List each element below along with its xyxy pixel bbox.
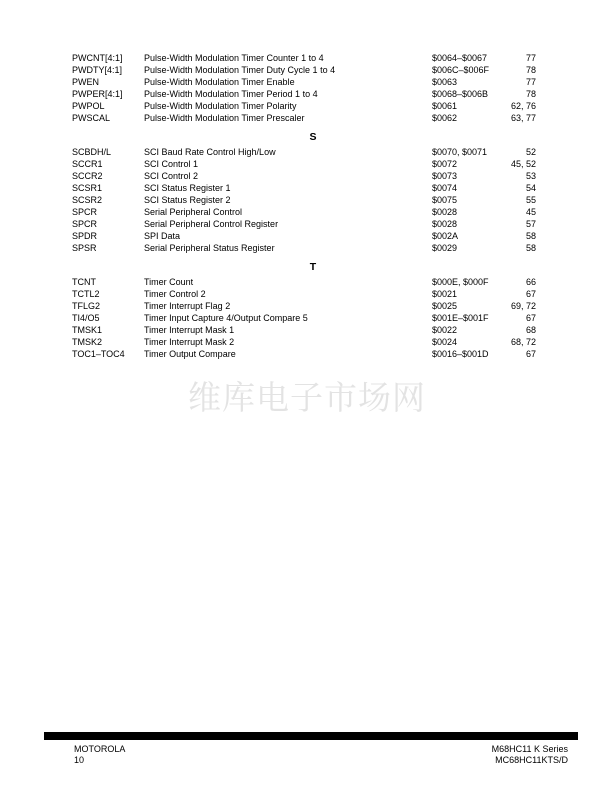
register-page: 54 [525,183,536,193]
register-name: PWPOL [72,101,105,111]
register-description: SCI Baud Rate Control High/Low [144,147,276,157]
register-name: SCCR1 [72,159,103,169]
register-row [72,170,542,182]
register-address: $0075 [432,195,458,205]
register-page: 67 [525,313,536,323]
register-row [72,158,542,170]
register-row [72,300,542,312]
register-name: SCSR1 [72,183,103,193]
register-name: SPDR [72,231,98,241]
register-row [72,230,542,242]
register-name: PWDTY[4:1] [72,65,123,75]
register-page: 78 [525,65,536,75]
register-name: TMSK1 [72,325,103,335]
register-section [72,124,542,254]
register-row [72,348,542,360]
register-row [72,218,542,230]
register-address: $0070, $0071 [432,147,488,157]
register-page: 77 [525,77,536,87]
register-row [72,312,542,324]
register-address: $0024 [432,337,458,347]
register-name: SCSR2 [72,195,103,205]
register-page: 52 [525,147,536,157]
register-name: TFLG2 [72,301,101,311]
register-name: TCNT [72,277,96,287]
register-description: Timer Input Capture 4/Output Compare 5 [144,313,308,323]
register-address: $0064–$0067 [432,53,488,63]
register-address: $0021 [432,289,458,299]
footer-left [74,744,125,766]
register-page: 63, 77 [510,113,536,123]
register-address: $0074 [432,183,458,193]
register-name: TMSK2 [72,337,103,347]
register-description: Pulse-Width Modulation Timer Polarity [144,101,297,111]
register-description: Timer Interrupt Mask 2 [144,337,235,347]
register-page: 68, 72 [510,337,536,347]
register-address: $0029 [432,243,458,253]
register-description: SCI Control 2 [144,171,199,181]
register-description: SCI Status Register 2 [144,195,231,205]
register-description: Timer Control 2 [144,289,206,299]
register-address: $001E–$001F [432,313,489,323]
register-row [72,182,542,194]
section-heading: S [309,131,317,143]
register-row [72,206,542,218]
register-description: Timer Interrupt Mask 1 [144,325,235,335]
register-row [72,288,542,300]
footer-series: M68HC11 K Series [491,744,568,754]
register-address: $0063 [432,77,458,87]
register-name: PWEN [72,77,99,87]
register-row [72,324,542,336]
register-row [72,112,542,124]
register-address: $0022 [432,325,458,335]
footer-company: MOTOROLA [74,744,126,754]
register-index-table [72,52,542,360]
register-page: 57 [525,219,536,229]
register-description: SCI Status Register 1 [144,183,231,193]
register-name: SCCR2 [72,171,103,181]
register-page: 62, 76 [510,101,536,111]
section-heading: T [309,261,317,273]
register-description: Serial Peripheral Control Register [144,219,279,229]
register-row [72,88,542,100]
register-description: Pulse-Width Modulation Timer Prescaler [144,113,305,123]
footer-doc-id: MC68HC11KTS/D [495,755,568,765]
register-page: 53 [525,171,536,181]
register-name: TOC1–TOC4 [72,349,125,359]
register-description: Serial Peripheral Control [144,207,243,217]
register-row [72,52,542,64]
register-description: Timer Interrupt Flag 2 [144,301,231,311]
register-name: TCTL2 [72,289,100,299]
footer-rule [44,732,578,740]
register-description: Timer Output Compare [144,349,236,359]
register-address: $002A [432,231,459,241]
register-page: 69, 72 [510,301,536,311]
footer-page-number: 10 [74,755,85,765]
register-row [72,64,542,76]
register-page: 68 [525,325,536,335]
register-description: Serial Peripheral Status Register [144,243,275,253]
register-page: 45, 52 [510,159,536,169]
register-row [72,336,542,348]
register-description: Timer Count [144,277,194,287]
register-row [72,242,542,254]
register-page: 58 [525,243,536,253]
register-address: $0073 [432,171,458,181]
register-name: SPCR [72,219,98,229]
register-name: SCBDH/L [72,147,112,157]
register-section [72,254,542,360]
register-address: $006C–$006F [432,65,490,75]
register-description: SPI Data [144,231,181,241]
register-description: Pulse-Width Modulation Timer Counter 1 to 4 [144,53,324,63]
register-address: $0062 [432,113,458,123]
register-address: $0016–$001D [432,349,489,359]
register-description: Pulse-Width Modulation Timer Period 1 to 4 [144,89,318,99]
register-description: Pulse-Width Modulation Timer Duty Cycle 1 to 4 [144,65,336,75]
register-description: Pulse-Width Modulation Timer Enable [144,77,295,87]
register-description: SCI Control 1 [144,159,199,169]
register-page: 67 [525,349,536,359]
register-page: 45 [525,207,536,217]
register-page: 78 [525,89,536,99]
register-row [72,276,542,288]
register-address: $0028 [432,219,458,229]
register-page: 77 [525,53,536,63]
register-address: $0061 [432,101,458,111]
register-page: 55 [525,195,536,205]
register-page: 66 [525,277,536,287]
register-row [72,194,542,206]
register-address: $0068–$006B [432,89,489,99]
watermark: 维库电子市场网 [188,378,426,417]
register-name: TI4/O5 [72,313,100,323]
register-name: SPCR [72,207,98,217]
register-row [72,76,542,88]
register-name: PWCNT[4:1] [72,53,123,63]
register-name: PWSCAL [72,113,111,123]
register-row [72,146,542,158]
footer-right [492,744,568,766]
register-address: $0072 [432,159,458,169]
register-address: $0028 [432,207,458,217]
register-address: $000E, $000F [432,277,489,287]
register-page: 67 [525,289,536,299]
register-address: $0025 [432,301,458,311]
register-page: 58 [525,231,536,241]
register-name: PWPER[4:1] [72,89,123,99]
register-section [72,52,542,124]
register-row [72,100,542,112]
register-name: SPSR [72,243,97,253]
